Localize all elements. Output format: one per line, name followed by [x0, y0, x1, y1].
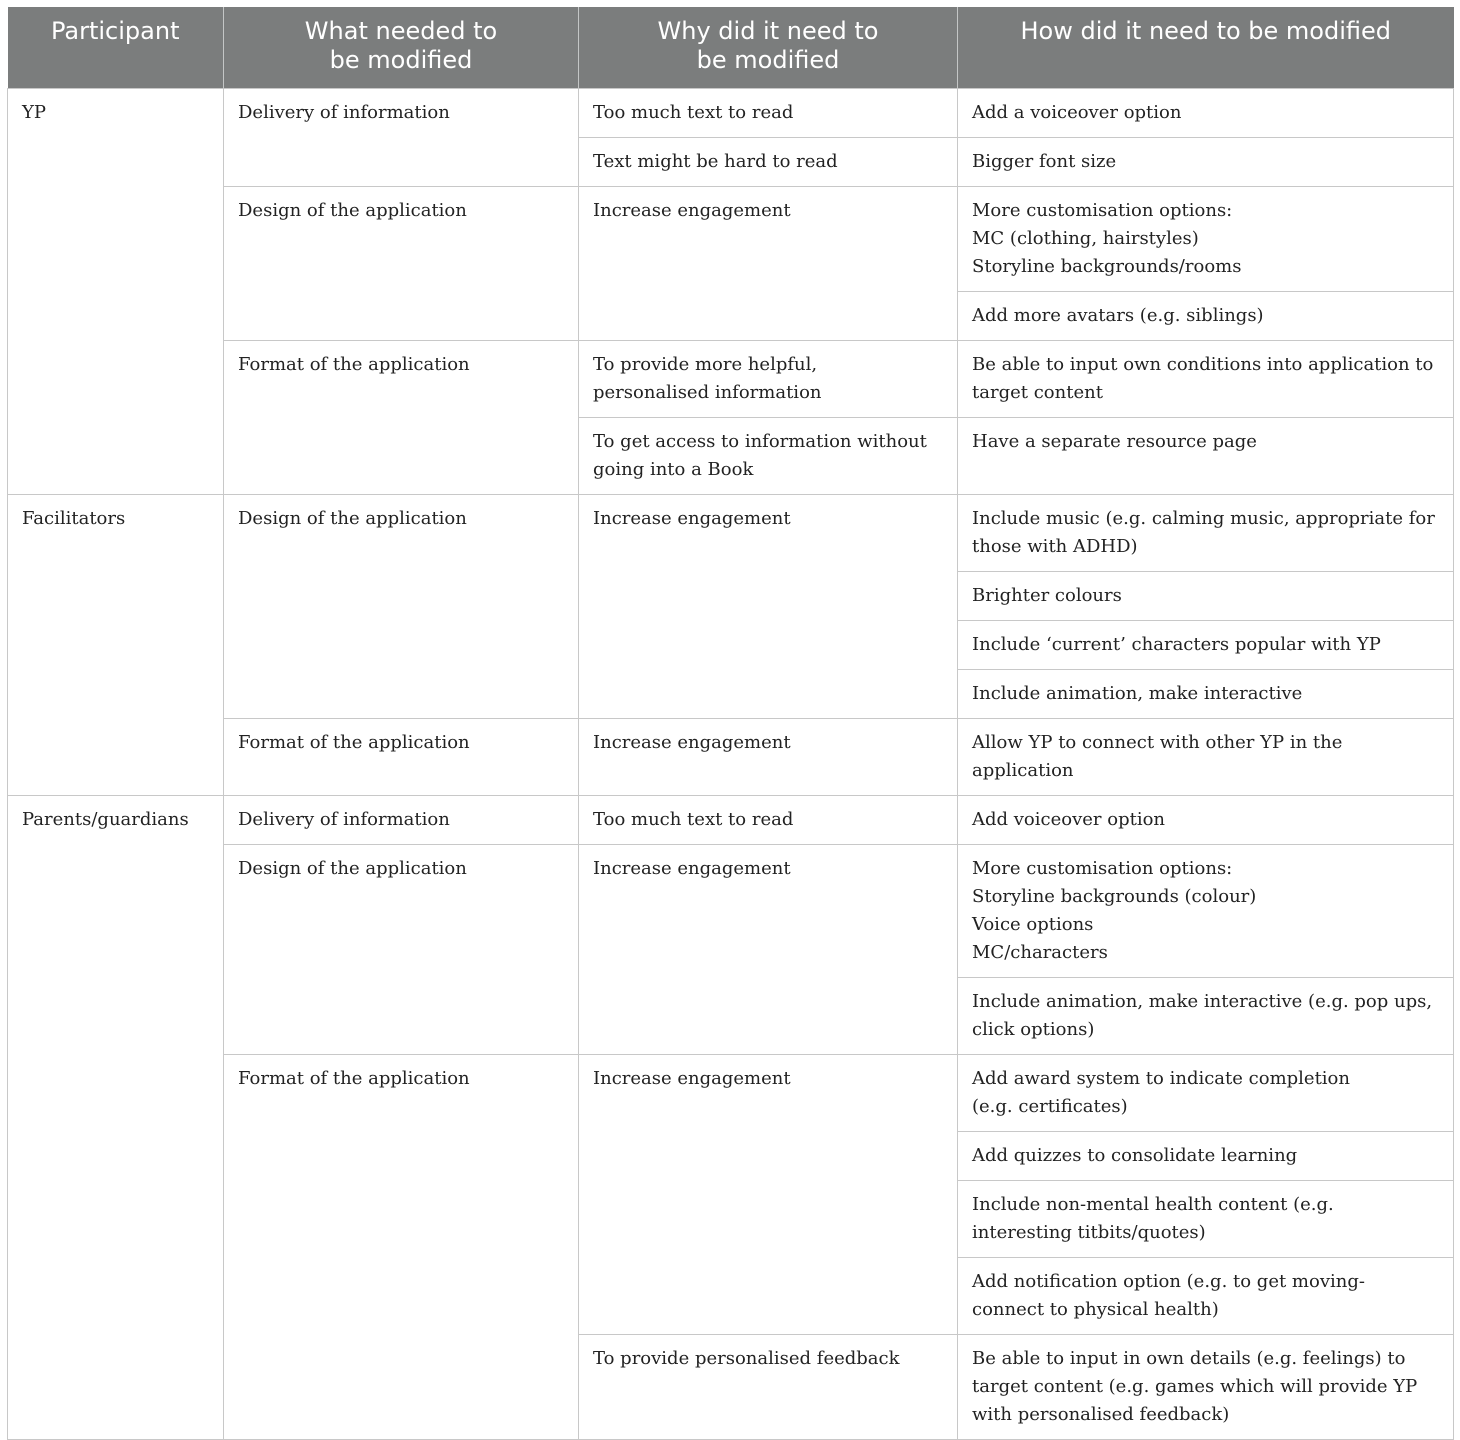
how-cell: Include non-mental health content (e.g. interesting titbits/quotes): [958, 1181, 1454, 1258]
why-cell: Increase engagement: [579, 719, 958, 796]
why-cell: Increase engagement: [579, 1055, 958, 1335]
why-cell: Increase engagement: [579, 187, 958, 341]
how-cell: More customisation options: Storyline backgrounds (colour) Voice options MC/characters: [958, 845, 1454, 978]
how-cell: Add a voiceover option: [958, 89, 1454, 138]
table-row: [8, 845, 1454, 978]
participant-cell: Facilitators: [8, 495, 224, 796]
how-cell: Include ‘current’ characters popular with YP: [958, 621, 1454, 670]
table-row: [8, 719, 1454, 796]
how-cell: Bigger font size: [958, 138, 1454, 187]
what-cell: Delivery of information: [224, 89, 579, 187]
what-cell: Format of the application: [224, 719, 579, 796]
table-row: [8, 796, 1454, 845]
why-cell: Too much text to read: [579, 796, 958, 845]
what-cell: Design of the application: [224, 495, 579, 719]
table-row: [8, 341, 1454, 418]
how-cell: More customisation options: MC (clothing, hairstyles) Storyline backgrounds/rooms: [958, 187, 1454, 292]
why-cell: Too much text to read: [579, 89, 958, 138]
table-row: [8, 1055, 1454, 1132]
how-cell: Add more avatars (e.g. siblings): [958, 292, 1454, 341]
how-cell: Be able to input in own details (e.g. feelings) to target content (e.g. games which will provide YP with personalised feedback): [958, 1335, 1454, 1440]
how-cell: Be able to input own conditions into application to target content: [958, 341, 1454, 418]
why-cell: To provide more helpful, personalised information: [579, 341, 958, 418]
what-cell: Design of the application: [224, 845, 579, 1055]
header-participant: Participant: [8, 7, 224, 89]
what-cell: Delivery of information: [224, 796, 579, 845]
how-cell: Include animation, make interactive: [958, 670, 1454, 719]
how-cell: Add voiceover option: [958, 796, 1454, 845]
header-what: What needed to be modified: [224, 7, 579, 89]
table-row: [8, 495, 1454, 572]
how-cell: Add notification option (e.g. to get moving- connect to physical health): [958, 1258, 1454, 1335]
how-cell: Include music (e.g. calming music, appropriate for those with ADHD): [958, 495, 1454, 572]
header-how: How did it need to be modified: [958, 7, 1454, 89]
participant-cell: Parents/guardians: [8, 796, 224, 1440]
why-cell: Increase engagement: [579, 495, 958, 719]
how-cell: Include animation, make interactive (e.g. pop ups, click options): [958, 978, 1454, 1055]
header-row: [8, 7, 1454, 89]
why-cell: To get access to information without going into a Book: [579, 418, 958, 495]
table-row: [8, 187, 1454, 292]
how-cell: Have a separate resource page: [958, 418, 1454, 495]
what-cell: Design of the application: [224, 187, 579, 341]
how-cell: Add quizzes to consolidate learning: [958, 1132, 1454, 1181]
why-cell: To provide personalised feedback: [579, 1335, 958, 1440]
modifications-table: [7, 7, 1454, 1440]
header-why: Why did it need to be modified: [579, 7, 958, 89]
participant-cell: YP: [8, 89, 224, 495]
why-cell: Text might be hard to read: [579, 138, 958, 187]
table-row: [8, 89, 1454, 138]
how-cell: Allow YP to connect with other YP in the application: [958, 719, 1454, 796]
why-cell: Increase engagement: [579, 845, 958, 1055]
what-cell: Format of the application: [224, 1055, 579, 1440]
how-cell: Add award system to indicate completion (e.g. certificates): [958, 1055, 1454, 1132]
how-cell: Brighter colours: [958, 572, 1454, 621]
what-cell: Format of the application: [224, 341, 579, 495]
